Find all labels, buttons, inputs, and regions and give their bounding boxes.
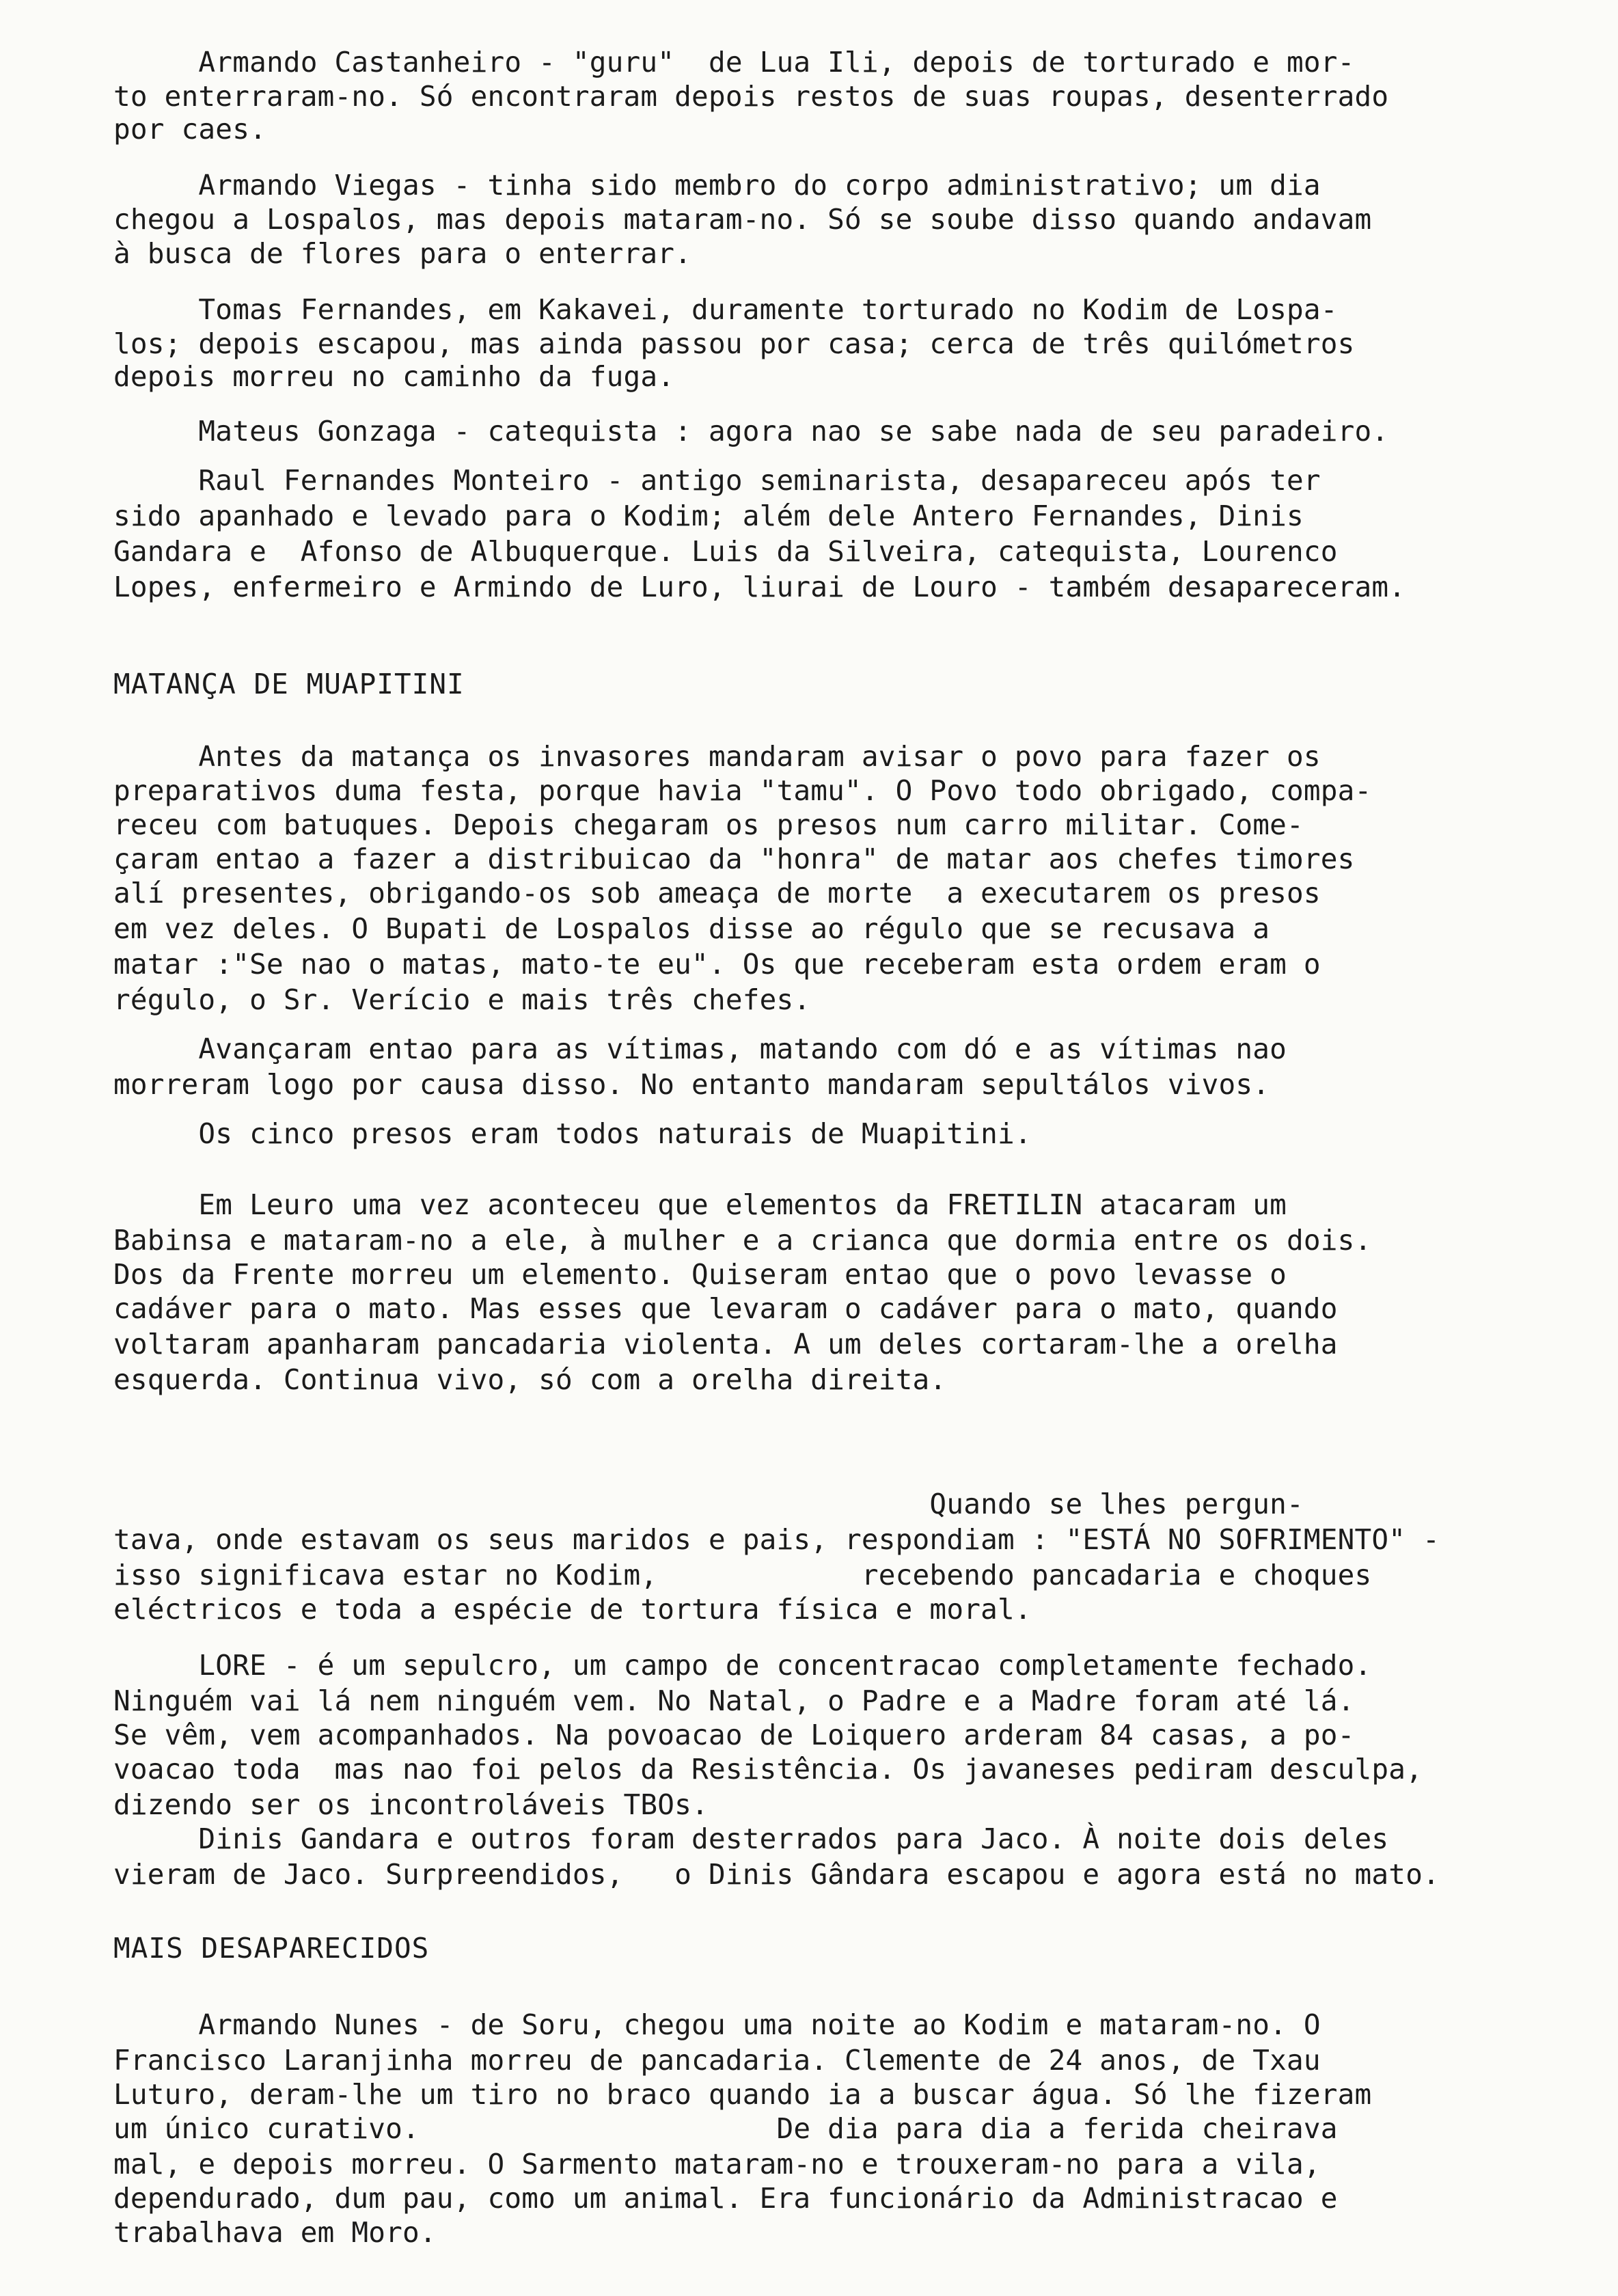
text-line: alí presentes, obrigando-os sob ameaça de morte a executarem os presos xyxy=(113,877,1321,910)
text-line: Lopes, enfermeiro e Armindo de Luro, liurai de Louro - também desapareceram. xyxy=(113,571,1406,603)
text-line: chegou a Lospalos, mas depois mataram-no. Só se soube disso quando andavam xyxy=(113,203,1372,236)
text-line: receu com batuques. Depois chegaram os presos num carro militar. Come- xyxy=(113,808,1304,841)
text-line: Os cinco presos eram todos naturais de Muapitini. xyxy=(113,1117,1032,1150)
text-line: trabalhava em Moro. xyxy=(113,2216,437,2249)
text-line: Armando Nunes - de Soru, chegou uma noite ao Kodim e mataram-no. O xyxy=(113,2008,1321,2041)
text-line: esquerda. Continua vivo, só com a orelha direita. xyxy=(113,1363,947,1396)
text-line: LORE - é um sepulcro, um campo de concentracao completamente fechado. xyxy=(113,1649,1372,1682)
text-line: Luturo, deram-lhe um tiro no braco quando ia a buscar água. Só lhe fizeram xyxy=(113,2078,1372,2111)
text-line: à busca de flores para o enterrar. xyxy=(113,237,692,270)
text-line: los; depois escapou, mas ainda passou por casa; cerca de três quilómetros xyxy=(113,327,1355,360)
text-line: dizendo ser os incontroláveis TBOs. xyxy=(113,1788,709,1821)
text-line: dependurado, dum pau, como um animal. Era funcionário da Administracao e xyxy=(113,2182,1338,2215)
text-line: mal, e depois morreu. O Sarmento mataram-no e trouxeram-no para a vila, xyxy=(113,2148,1321,2181)
text-line: Francisco Laranjinha morreu de pancadaria. Clemente de 24 anos, de Txau xyxy=(113,2044,1321,2077)
text-line: Dos da Frente morreu um elemento. Quiseram entao que o povo levasse o xyxy=(113,1258,1287,1291)
text-line: sido apanhado e levado para o Kodim; além dele Antero Fernandes, Dinis xyxy=(113,500,1304,532)
text-line: em vez deles. O Bupati de Lospalos disse ao régulo que se recusava a xyxy=(113,912,1270,945)
section-heading: MATANÇA DE MUAPITINI xyxy=(113,668,465,700)
text-line: isso significava estar no Kodim, recebendo pancadaria e choques xyxy=(113,1559,1372,1591)
text-line: cadáver para o mato. Mas esses que levaram o cadáver para o mato, quando xyxy=(113,1292,1338,1325)
text-line: Quando se lhes pergun- xyxy=(113,1488,1304,1520)
text-line: Antes da matança os invasores mandaram avisar o povo para fazer os xyxy=(113,740,1321,773)
section-heading: MAIS DESAPARECIDOS xyxy=(113,1932,430,1965)
text-line: Dinis Gandara e outros foram desterrados para Jaco. À noite dois deles xyxy=(113,1822,1389,1855)
text-line: to enterraram-no. Só encontraram depois restos de suas roupas, desenterrado xyxy=(113,80,1389,113)
text-line: Gandara e Afonso de Albuquerque. Luis da Silveira, catequista, Lourenco xyxy=(113,535,1338,568)
text-line: Mateus Gonzaga - catequista : agora nao se sabe nada de seu paradeiro. xyxy=(113,415,1389,448)
text-line: Armando Castanheiro - "guru" de Lua Ili, depois de torturado e mor- xyxy=(113,46,1355,79)
text-line: Armando Viegas - tinha sido membro do corpo administrativo; um dia xyxy=(113,169,1321,202)
text-line: Se vêm, vem acompanhados. Na povoacao de Loiquero arderam 84 casas, a po- xyxy=(113,1719,1355,1751)
text-line: Tomas Fernandes, em Kakavei, duramente torturado no Kodim de Lospa- xyxy=(113,293,1338,326)
text-line: Ninguém vai lá nem ninguém vem. No Natal, o Padre e a Madre foram até lá. xyxy=(113,1684,1355,1717)
text-line: çaram entao a fazer a distribuicao da "honra" de matar aos chefes timores xyxy=(113,843,1355,875)
text-line: matar :"Se nao o matas, mato-te eu". Os que receberam esta ordem eram o xyxy=(113,948,1321,981)
text-line: depois morreu no caminho da fuga. xyxy=(113,360,675,393)
text-line: morreram logo por causa disso. No entanto mandaram sepultálos vivos. xyxy=(113,1068,1270,1101)
text-line: Avançaram entao para as vítimas, matando com dó e as vítimas nao xyxy=(113,1033,1287,1065)
text-line: tava, onde estavam os seus maridos e pais, respondiam : "ESTÁ NO SOFRIMENTO" - xyxy=(113,1523,1440,1556)
text-line: Raul Fernandes Monteiro - antigo seminarista, desapareceu após ter xyxy=(113,464,1321,497)
text-line: um único curativo. De dia para dia a ferida cheirava xyxy=(113,2112,1338,2145)
text-line: vieram de Jaco. Surpreendidos, o Dinis Gândara escapou e agora está no mato. xyxy=(113,1858,1440,1891)
text-line: Babinsa e mataram-no a ele, à mulher e a crianca que dormia entre os dois. xyxy=(113,1224,1372,1257)
text-line: por caes. xyxy=(113,113,266,146)
text-line: voltaram apanharam pancadaria violenta. A um deles cortaram-lhe a orelha xyxy=(113,1328,1338,1361)
text-line: régulo, o Sr. Verício e mais três chefes. xyxy=(113,983,811,1016)
text-line: voacao toda mas nao foi pelos da Resistência. Os javaneses pediram desculpa, xyxy=(113,1753,1423,1786)
text-line: Em Leuro uma vez aconteceu que elementos da FRETILIN atacaram um xyxy=(113,1188,1287,1221)
text-line: eléctricos e toda a espécie de tortura física e moral. xyxy=(113,1593,1032,1626)
text-line: preparativos duma festa, porque havia "tamu". O Povo todo obrigado, compa- xyxy=(113,774,1372,807)
